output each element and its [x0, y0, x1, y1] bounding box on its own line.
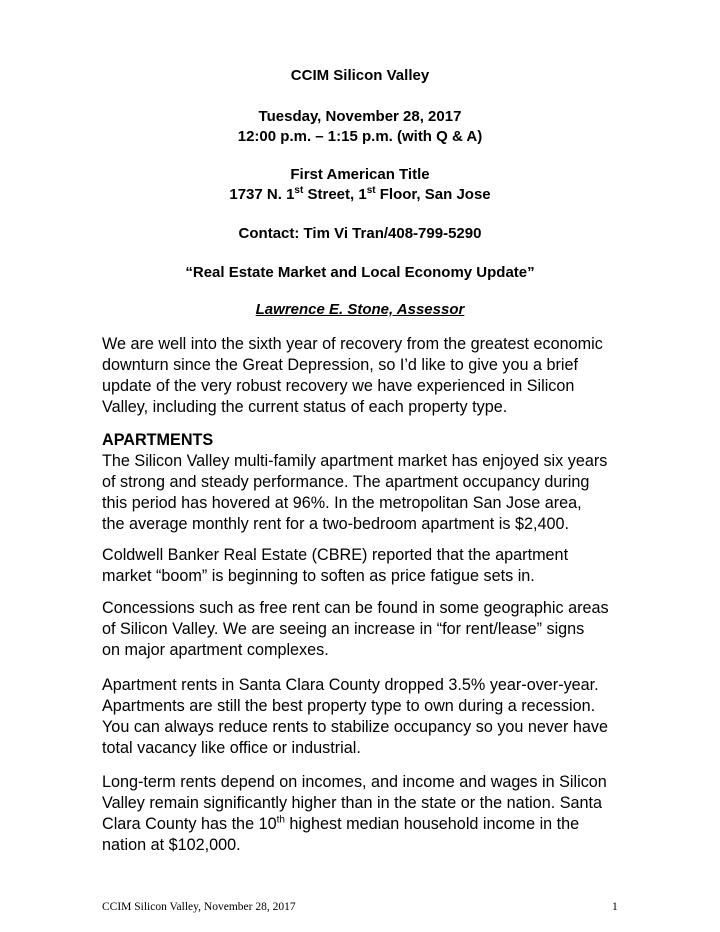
venue-name: First American Title: [290, 166, 430, 183]
paragraph-line: the average monthly rent for a two-bedroom apartment is $2,400.: [102, 515, 569, 533]
paragraph-line: market “boom” is beginning to soften as price fatigue sets in.: [102, 567, 535, 585]
intro-line: We are well into the sixth year of recovery from the greatest economic: [102, 335, 603, 353]
intro-line: update of the very robust recovery we have experienced in Silicon: [102, 377, 575, 395]
paragraph-line: Concessions such as free rent can be found in some geographic areas: [102, 599, 609, 617]
event-date: Tuesday, November 28, 2017: [258, 108, 462, 125]
paragraph-line: total vacancy like office or industrial.: [102, 739, 361, 757]
event-time: 12:00 p.m. – 1:15 p.m. (with Q & A): [237, 128, 483, 145]
paragraph-line: Long-term rents depend on incomes, and income and wages in Silicon: [102, 773, 607, 791]
paragraph-line: Coldwell Banker Real Estate (CBRE) reported that the apartment: [102, 546, 569, 564]
paragraph-line: nation at $102,000.: [102, 836, 241, 854]
section-heading-apartments: APARTMENTS: [102, 431, 214, 449]
intro-line: Valley, including the current status of each property type.: [102, 398, 508, 416]
paragraph-line: The Silicon Valley multi-family apartment market has enjoyed six years: [102, 452, 608, 470]
paragraph-line: this period has hovered at 96%. In the metropolitan San Jose area,: [102, 494, 582, 512]
talk-title: “Real Estate Market and Local Economy Update”: [185, 264, 535, 281]
paragraph-line: of Silicon Valley. We are seeing an increase in “for rent/lease” signs: [102, 620, 585, 638]
page-number: 1: [612, 901, 618, 913]
speaker-name: Lawrence E. Stone, Assessor: [255, 301, 465, 318]
paragraph-line: of strong and steady performance. The apartment occupancy during: [102, 473, 590, 491]
contact-line: Contact: Tim Vi Tran/408-799-5290: [238, 225, 482, 242]
venue-address: 1737 N. 1st Street, 1st Floor, San Jose: [229, 185, 491, 203]
paragraph-line: Clara County has the 10th highest median household income in the: [102, 814, 580, 833]
org-name: CCIM Silicon Valley: [290, 67, 430, 84]
paragraph-line: Apartments are still the best property type to own during a recession.: [102, 697, 596, 715]
paragraph-line: Valley remain significantly higher than in the state or the nation. Santa: [102, 794, 603, 812]
paragraph-line: on major apartment complexes.: [102, 641, 329, 659]
intro-line: downturn since the Great Depression, so I’d like to give you a brief: [102, 356, 578, 374]
paragraph-line: Apartment rents in Santa Clara County dropped 3.5% year-over-year.: [102, 676, 599, 694]
footer-text: CCIM Silicon Valley, November 28, 2017: [102, 901, 296, 913]
paragraph-line: You can always reduce rents to stabilize occupancy so you never have: [102, 718, 609, 736]
